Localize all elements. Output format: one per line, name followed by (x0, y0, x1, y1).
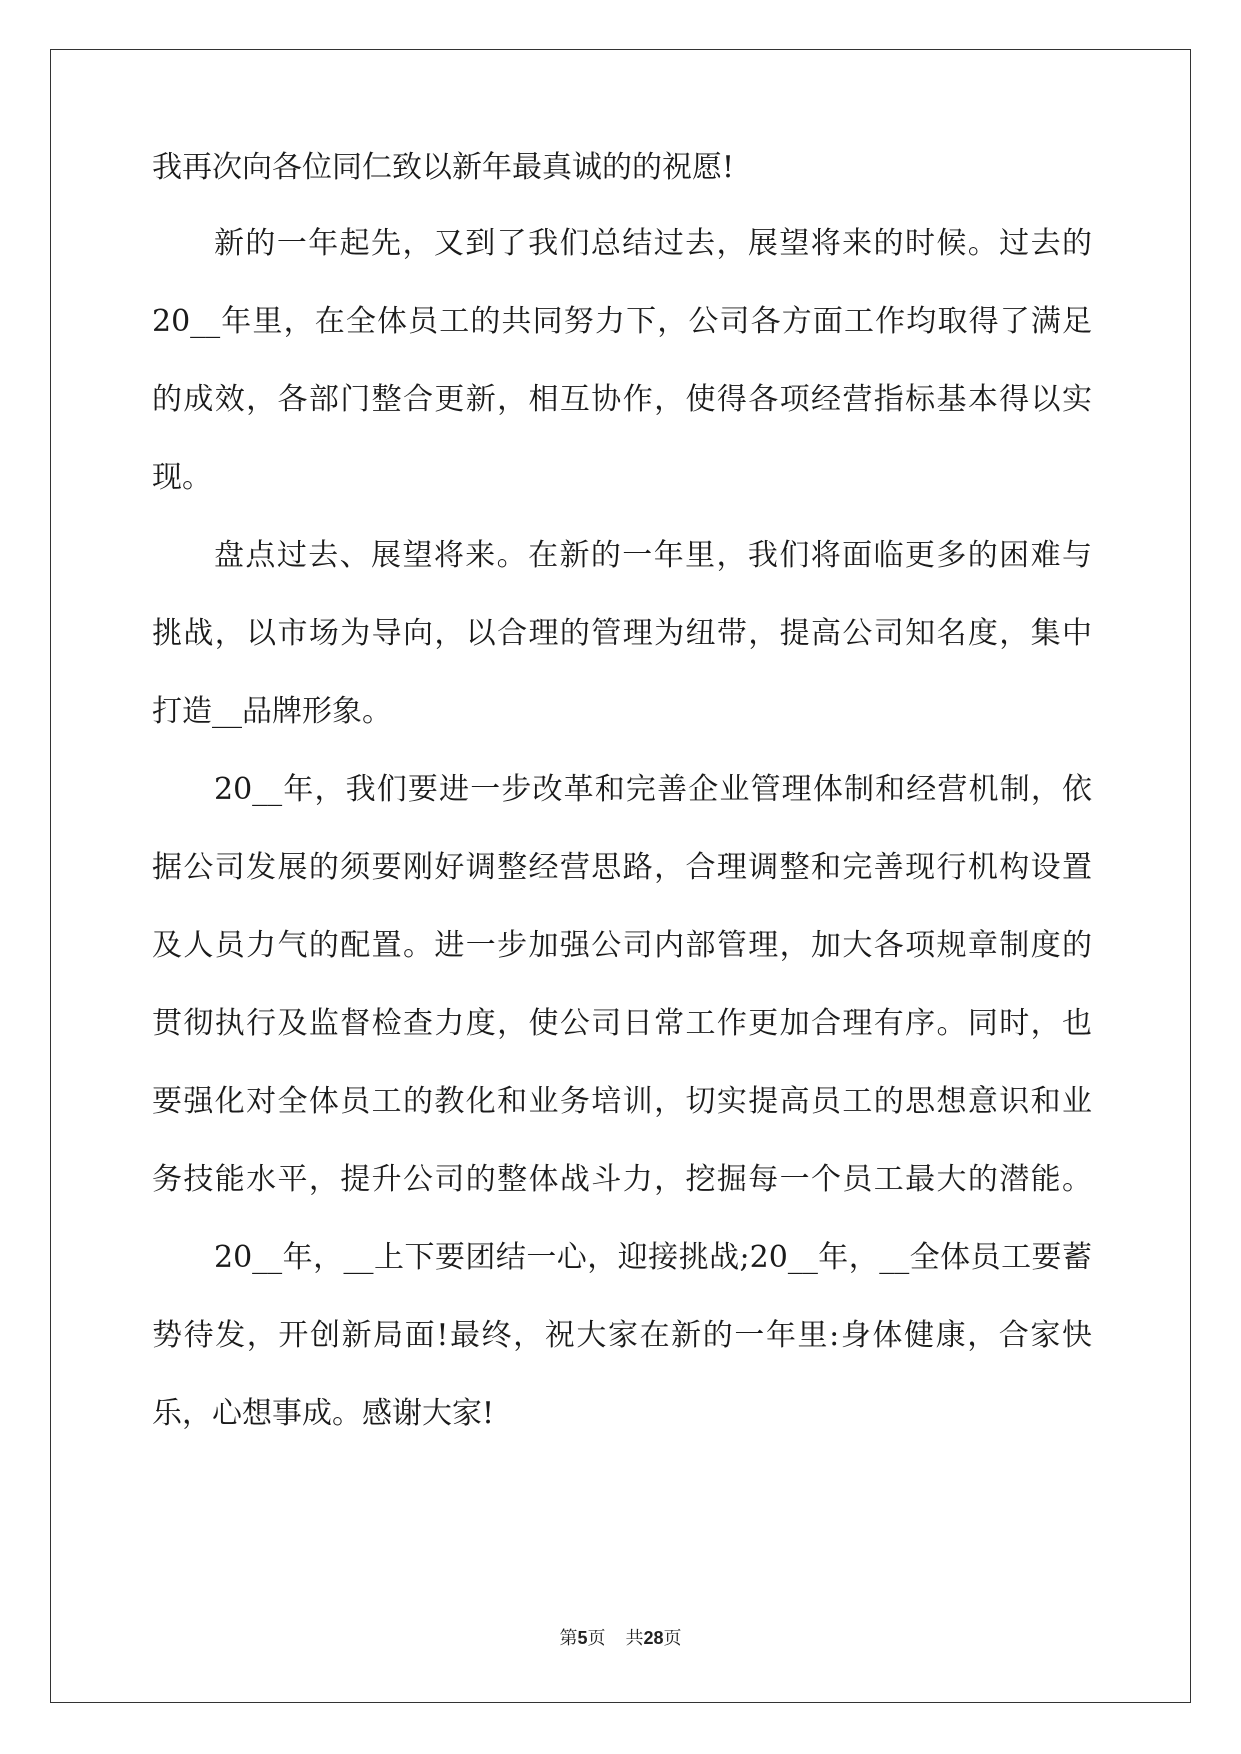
text-line: 要强化对全体员工的教化和业务培训，切实提高员工的思想意识和业 (152, 1084, 1092, 1119)
total-suffix: 页 (663, 1628, 682, 1649)
text-line: 20__年里，在全体员工的共同努力下，公司各方面工作均取得了满足 (152, 304, 1092, 339)
text-line: 据公司发展的须要刚好调整经营思路，合理调整和完善现行机构设置 (152, 850, 1092, 885)
text-line: 现。 (152, 460, 212, 495)
text-line: 我再次向各位同仁致以新年最真诚的的祝愿! (152, 150, 735, 185)
text-line: 势待发，开创新局面!最终，祝大家在新的一年里:身体健康，合家快 (152, 1318, 1092, 1353)
page-suffix: 页 (587, 1628, 606, 1649)
text-line: 盘点过去、展望将来。在新的一年里，我们将面临更多的困难与 (214, 538, 1092, 573)
text-line: 20__年，__上下要团结一心，迎接挑战;20__年，__全体员工要蓄 (214, 1240, 1092, 1275)
text-line: 乐，心想事成。感谢大家! (152, 1396, 495, 1431)
total-prefix: 共 (625, 1628, 644, 1649)
text-line: 及人员力气的配置。进一步加强公司内部管理，加大各项规章制度的 (152, 928, 1092, 963)
text-line: 贯彻执行及监督检查力度，使公司日常工作更加合理有序。同时，也 (152, 1006, 1092, 1041)
text-line: 打造__品牌形象。 (152, 694, 392, 729)
text-line: 的成效，各部门整合更新，相互协作，使得各项经营指标基本得以实 (152, 382, 1092, 417)
page-prefix: 第 (559, 1628, 578, 1649)
text-line: 挑战，以市场为导向，以合理的管理为纽带，提高公司知名度，集中 (152, 616, 1092, 651)
total-pages: 28 (643, 1628, 664, 1648)
text-line: 新的一年起先，又到了我们总结过去，展望将来的时候。过去的 (214, 226, 1092, 261)
page-number: 5 (577, 1628, 588, 1648)
text-line: 20__年，我们要进一步改革和完善企业管理体制和经营机制，依 (214, 772, 1092, 807)
page-footer (0, 1626, 1241, 1651)
text-line: 务技能水平，提升公司的整体战斗力，挖掘每一个员工最大的潜能。 (152, 1162, 1092, 1197)
